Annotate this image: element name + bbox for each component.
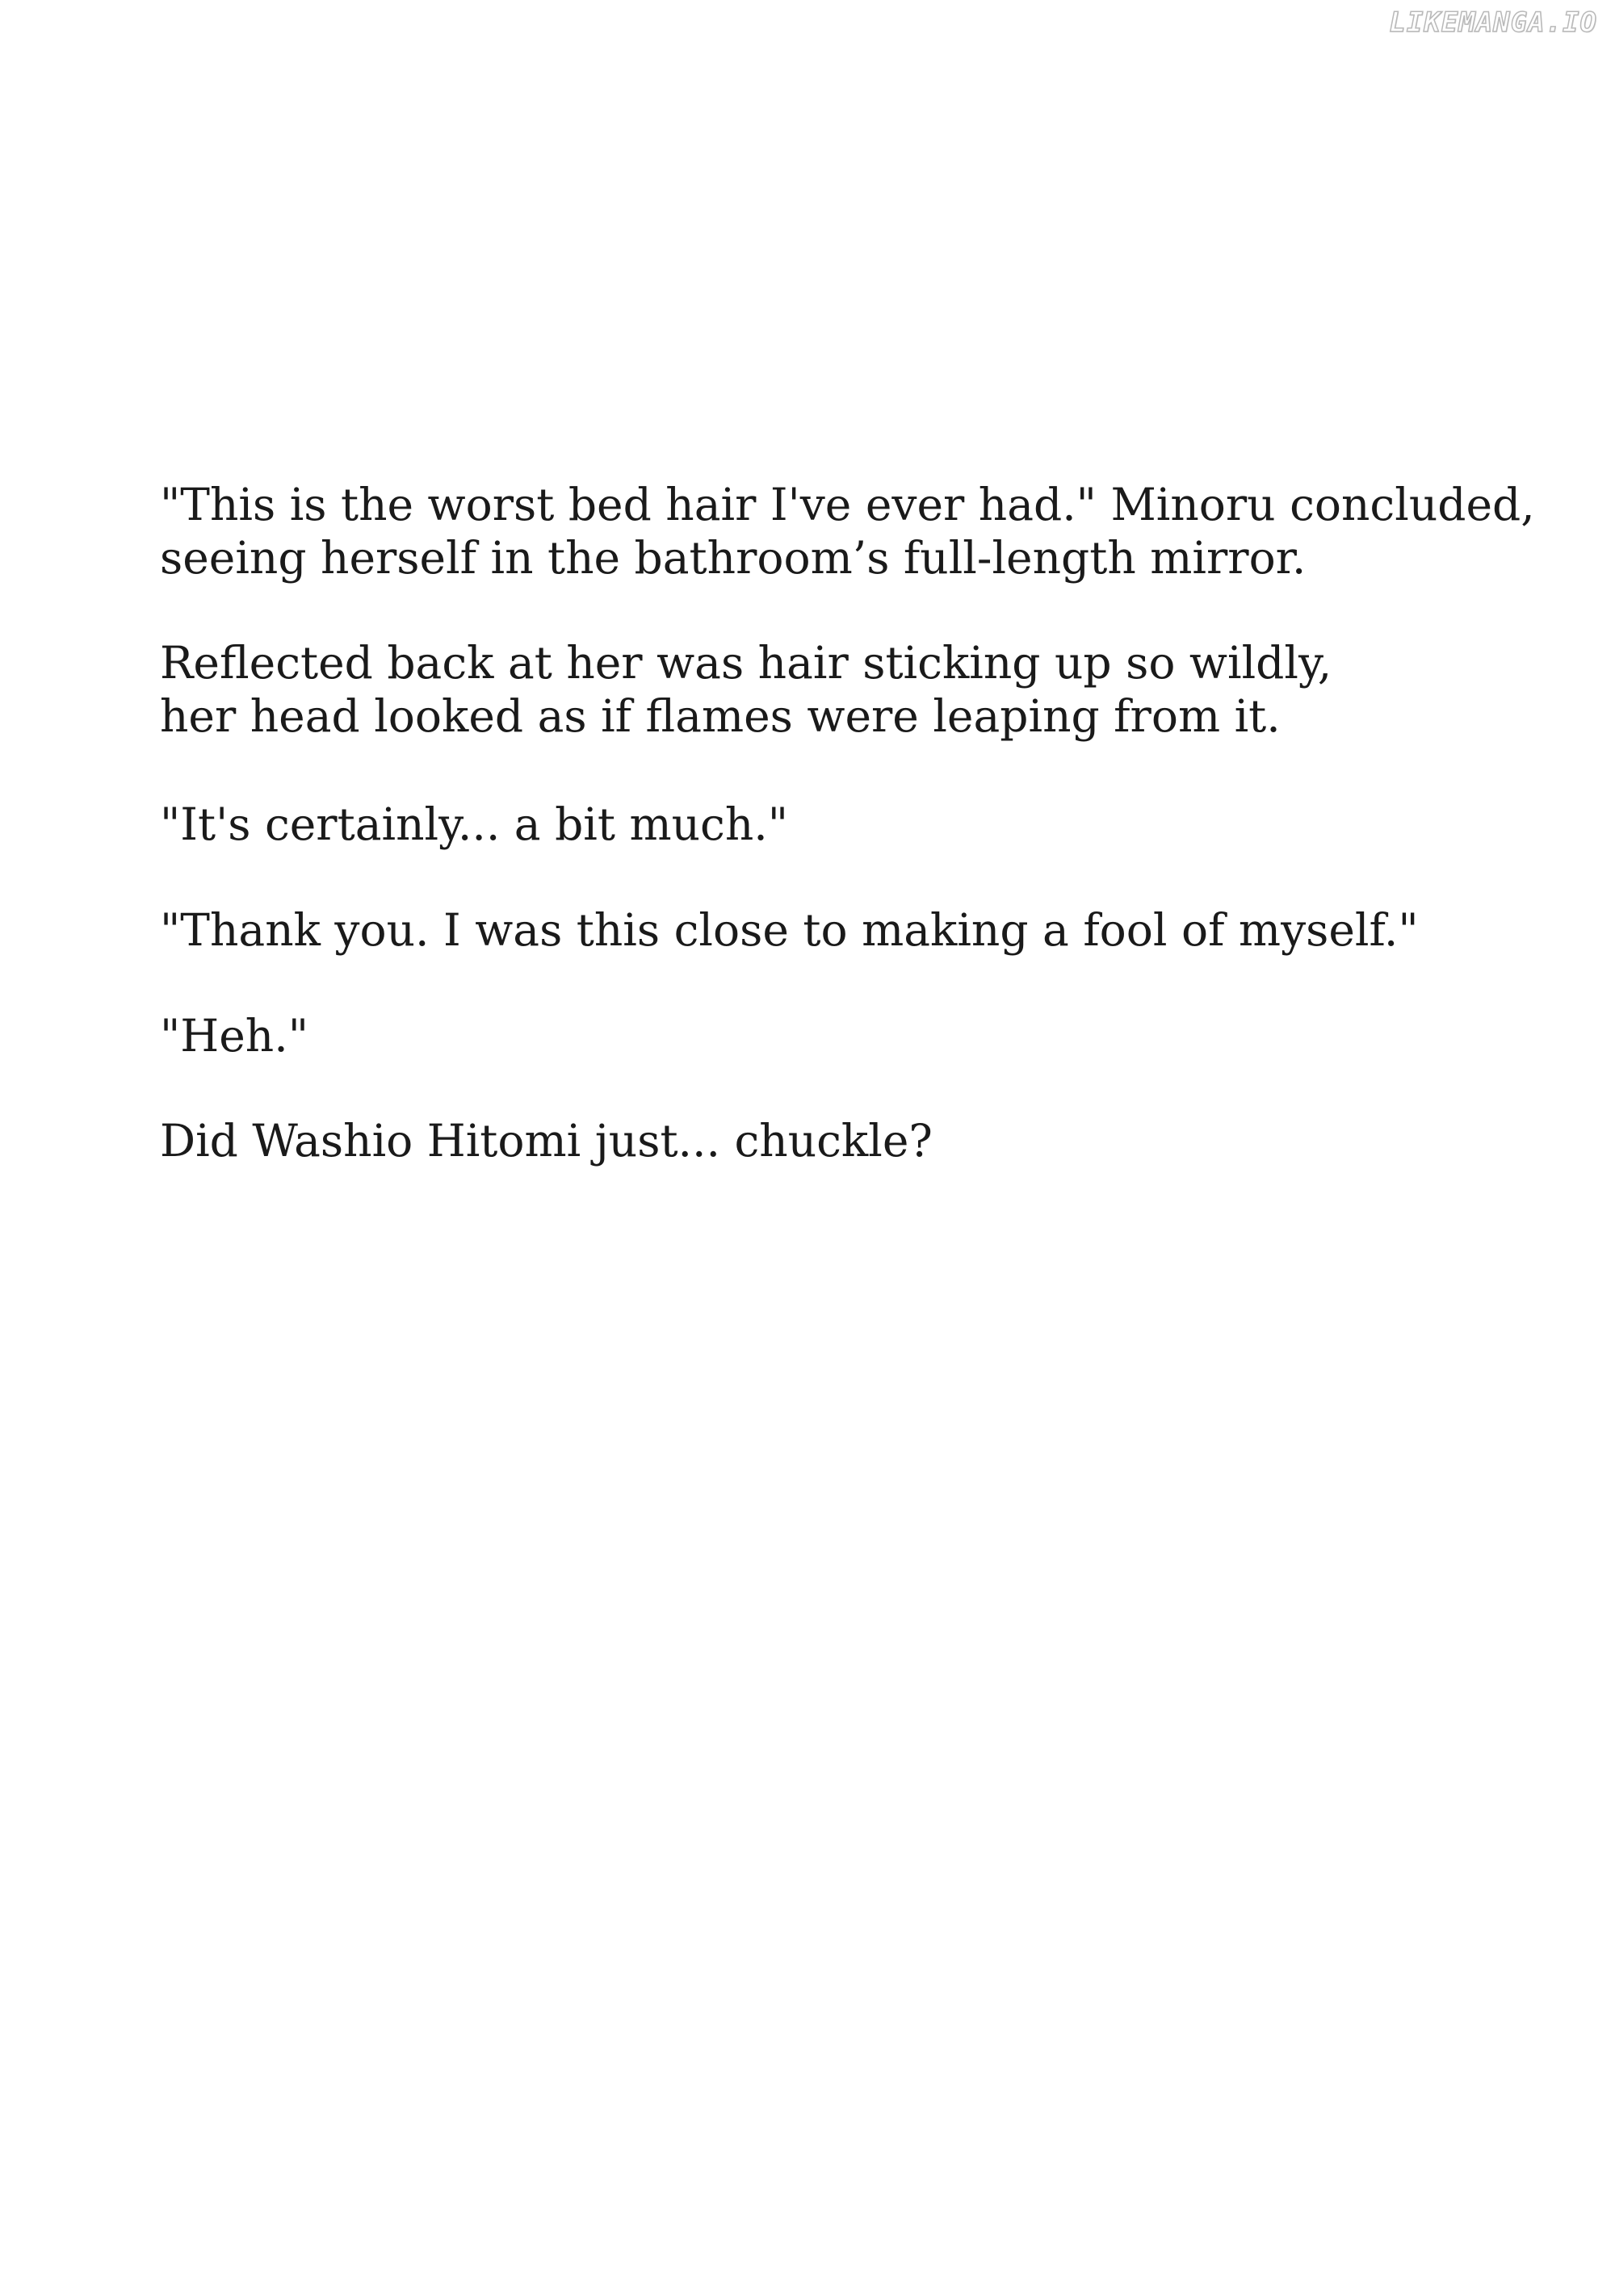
text-line: Did Washio Hitomi just... chuckle? bbox=[160, 1115, 933, 1167]
paragraph-6 bbox=[160, 1114, 933, 1167]
text-line: "Heh." bbox=[160, 1010, 309, 1062]
text-line: Reflected back at her was hair sticking up so wildly, bbox=[160, 637, 1332, 689]
text-line: seeing herself in the bathroom’s full-length mirror. bbox=[160, 532, 1307, 584]
paragraph-5 bbox=[160, 1009, 308, 1062]
watermark-logo: LIKEMANGA.IO bbox=[1389, 6, 1597, 39]
paragraph-4 bbox=[160, 903, 1419, 957]
text-line: "Thank you. I was this close to making a fool of myself." bbox=[160, 904, 1419, 956]
text-line: "It's certainly... a bit much." bbox=[160, 798, 789, 850]
text-line: her head looked as if flames were leaping from it. bbox=[160, 690, 1281, 742]
paragraph-1 bbox=[160, 478, 1535, 584]
paragraph-2 bbox=[160, 636, 1332, 743]
text-line: "This is the worst bed hair I've ever had." Minoru concluded, bbox=[160, 479, 1535, 530]
paragraph-3 bbox=[160, 798, 788, 851]
